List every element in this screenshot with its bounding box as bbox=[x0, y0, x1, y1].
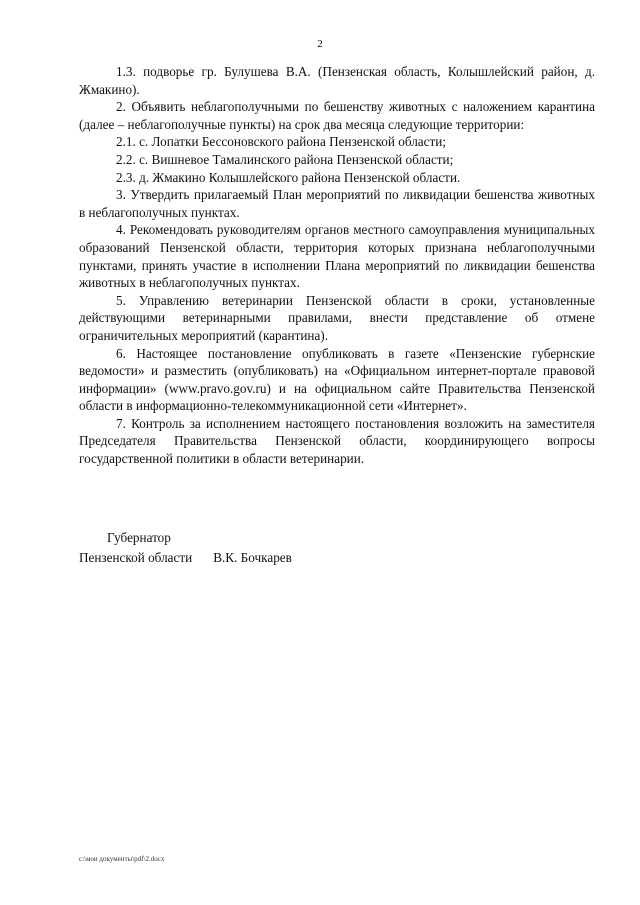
paragraph-2-1: 2.1. с. Лопатки Бессоновского района Пензенской области; bbox=[116, 134, 446, 150]
paragraph-7: 7. Контроль за исполнением настоящего постановления возложить на заместителя Председателя Правительства Пензенской области, координирующего вопросы государственной политики в области ветеринарии. bbox=[79, 415, 595, 467]
page-number: 2 bbox=[317, 38, 323, 50]
paragraph-2: 2. Объявить неблагополучными по бешенству животных с наложением карантина (далее – неблагополучные пункты) на срок два месяца следующие территории: bbox=[79, 99, 595, 132]
paragraph-1-3: 1.3. подворье гр. Булушева В.А. (Пензенская область, Колышлейский район, д. Жмакино). bbox=[79, 64, 595, 97]
paragraph-4: 4. Рекомендовать руководителям органов местного самоуправления муниципальных образований Пензенской области, территория которых признана неблагополучными пунктами, принять участие в исполнении Плана мероприятий по ликвидации бешенства животных в неблагополучных пунктах. bbox=[79, 222, 595, 291]
paragraph-5: 5. Управлению ветеринарии Пензенской области в сроки, установленные действующими ветеринарными правилами, внести представление об отмене ограничительных мероприятий (карантина). bbox=[79, 292, 595, 343]
footer-file-path: c:\мои документы\pdf\2.docx bbox=[79, 855, 165, 863]
signer-name: В.К. Бочкарев bbox=[213, 550, 292, 565]
document-body bbox=[79, 63, 595, 468]
paragraph-2-2: 2.2. с. Вишневое Тамалинского района Пензенской области; bbox=[116, 151, 454, 167]
signature-block bbox=[79, 528, 292, 568]
signer-region: Пензенской области bbox=[79, 550, 193, 565]
paragraph-6: 6. Настоящее постановление опубликовать в газете «Пензенские губернские ведомости» и разместить (опубликовать) на «Официальном интернет-портале правовой информации» (www.pravo.gov.ru) и на официальном сайте Правительства Пензенской области в информационно-телекоммуникационной сети «Интернет». bbox=[79, 345, 595, 414]
paragraph-3: 3. Утвердить прилагаемый План мероприятий по ликвидации бешенства животных в неблагополучных пунктах. bbox=[79, 187, 595, 220]
paragraph-2-3: 2.3. д. Жмакино Колышлейского района Пензенской области. bbox=[116, 169, 461, 185]
signer-title: Губернатор bbox=[107, 530, 171, 545]
